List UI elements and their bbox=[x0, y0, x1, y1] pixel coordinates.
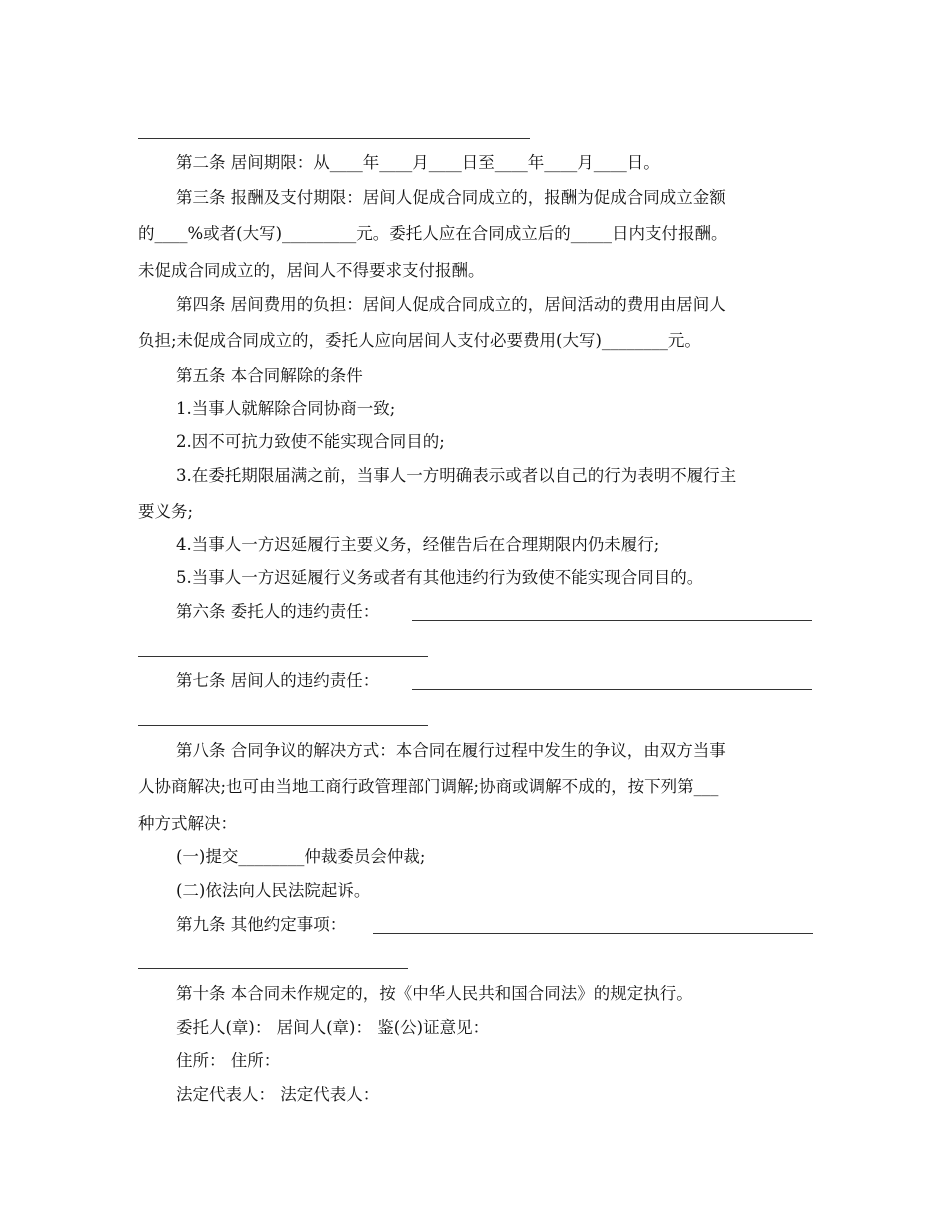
address-labels: 住所： 住所： bbox=[176, 1051, 281, 1070]
top-separator-line bbox=[138, 138, 530, 139]
article-5-heading: 第五条 本合同解除的条件 bbox=[176, 366, 363, 385]
article-5-item-3-line-1: 3.在委托期限届满之前，当事人一方明确表示或者以自己的行为表明不履行主 bbox=[176, 466, 737, 485]
article-8-option-2: (二)依法向人民法院起诉。 bbox=[176, 881, 371, 900]
article-4-line-2: 负担;未促成合同成立的，委托人应向居间人支付必要费用(大写)________元。 bbox=[138, 331, 701, 350]
article-5-item-5: 5.当事人一方迟延履行义务或者有其他违约行为致使不能实现合同目的。 bbox=[176, 568, 704, 587]
article-8-line-1: 第八条 合同争议的解决方式：本合同在履行过程中发生的争议，由双方当事 bbox=[176, 741, 726, 760]
article-6-blank-line-1 bbox=[412, 620, 812, 621]
article-3-line-3: 未促成合同成立的，居间人不得要求支付报酬。 bbox=[138, 261, 485, 280]
article-8-line-2: 人协商解决;也可由当地工商行政管理部门调解;协商或调解不成的，按下列第___ bbox=[138, 777, 719, 796]
article-6-blank-line-2 bbox=[138, 656, 428, 657]
article-3-line-1: 第三条 报酬及支付期限：居间人促成合同成立的，报酬为促成合同成立金额 bbox=[176, 188, 726, 207]
article-8-option-1: (一)提交________仲裁委员会仲裁; bbox=[176, 847, 426, 866]
article-3-line-2: 的____%或者(大写)_________元。委托人应在合同成立后的_____日内支付报酬。 bbox=[138, 224, 728, 243]
article-7-line: 第七条 居间人的违约责任： bbox=[176, 671, 380, 690]
article-5-item-4: 4.当事人一方迟延履行主要义务，经催告后在合理期限内仍未履行; bbox=[176, 535, 660, 554]
article-10-line: 第十条 本合同未作规定的，按《中华人民共和国合同法》的规定执行。 bbox=[176, 984, 693, 1003]
signature-labels: 委托人(章)： 居间人(章)： 鉴(公)证意见： bbox=[176, 1018, 490, 1037]
article-2-line: 第二条 居间期限：从____年____月____日至____年____月____日。 bbox=[176, 153, 660, 172]
article-7-blank-line-1 bbox=[412, 689, 812, 690]
article-9-blank-line-2 bbox=[138, 968, 408, 969]
article-6-line: 第六条 委托人的违约责任： bbox=[176, 602, 380, 621]
article-8-line-3: 种方式解决： bbox=[138, 814, 237, 833]
article-9-blank-line-1 bbox=[373, 933, 813, 934]
article-4-line-1: 第四条 居间费用的负担：居间人促成合同成立的，居间活动的费用由居间人 bbox=[176, 295, 726, 314]
legal-representative-labels: 法定代表人： 法定代表人： bbox=[176, 1085, 380, 1104]
article-5-item-1: 1.当事人就解除合同协商一致; bbox=[176, 399, 396, 418]
article-5-item-3-line-2: 要义务; bbox=[138, 502, 194, 521]
article-9-line: 第九条 其他约定事项： bbox=[176, 915, 347, 934]
article-5-item-2: 2.因不可抗力致使不能实现合同目的; bbox=[176, 432, 445, 451]
article-7-blank-line-2 bbox=[138, 725, 428, 726]
